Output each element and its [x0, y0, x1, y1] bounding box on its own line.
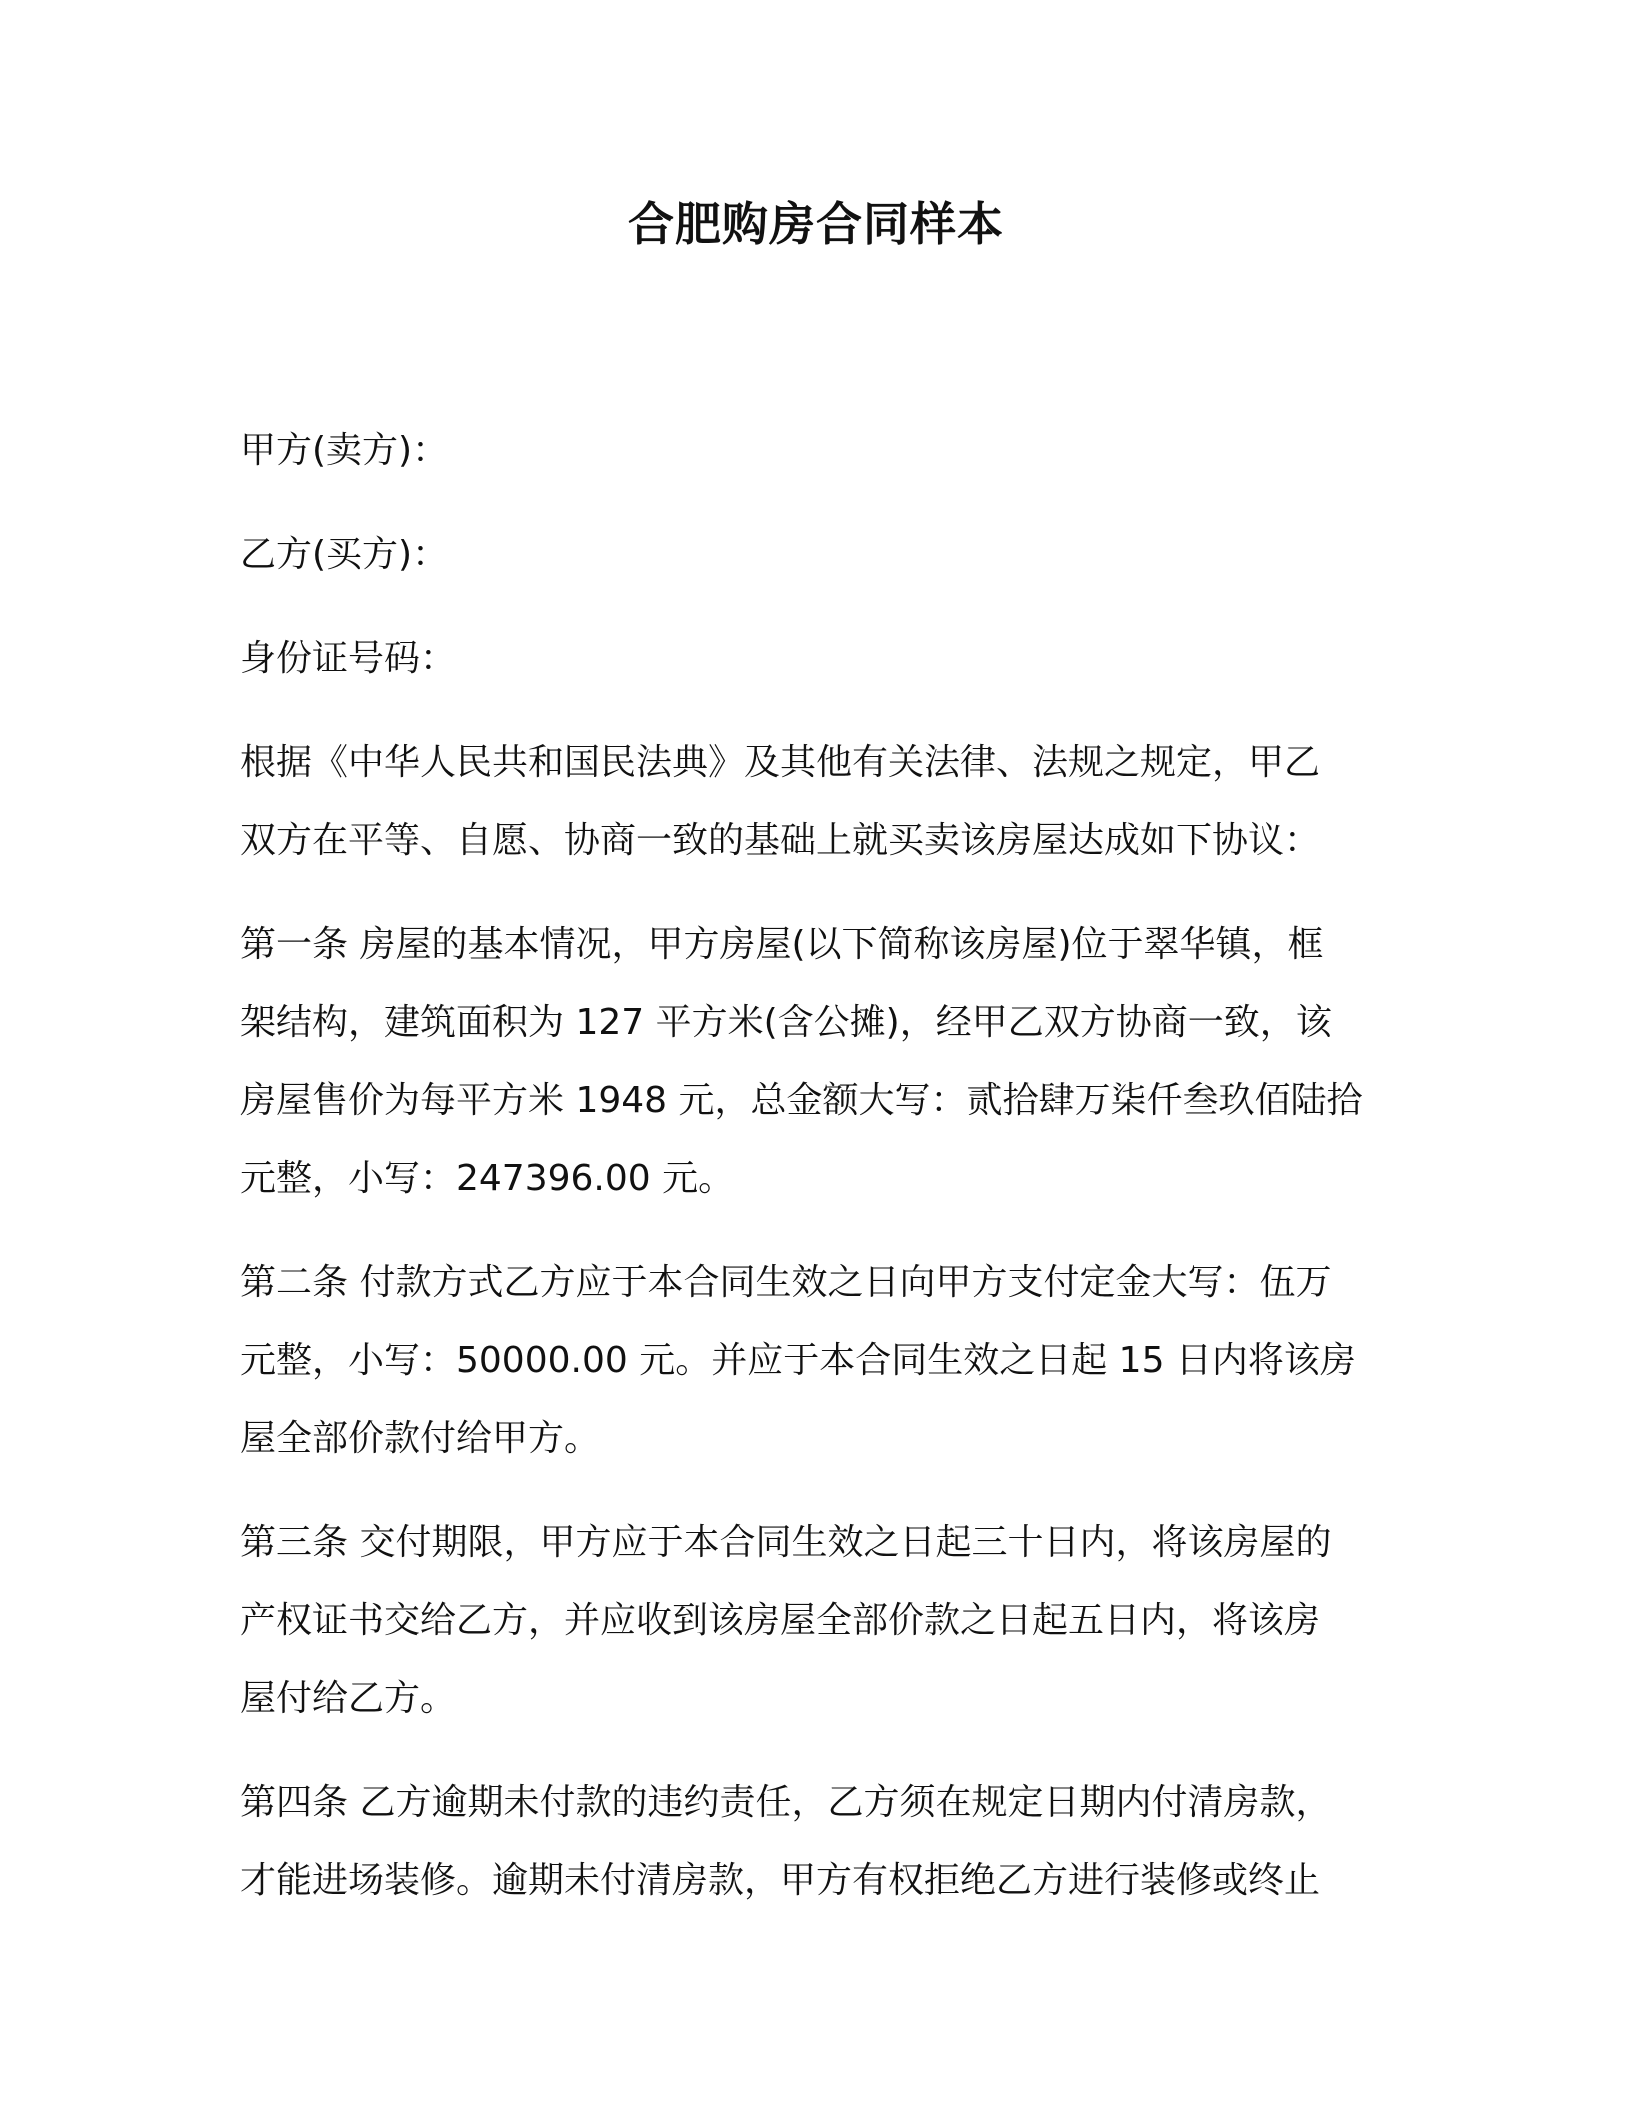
paragraph-line: 架结构，建筑面积为 127 平方米(含公摊)，经甲乙双方协商一致，该 [240, 1002, 1332, 1043]
article-3 [240, 1504, 1390, 1738]
paragraph-line: 根据《中华人民共和国民法典》及其他有关法律、法规之规定，甲乙 [240, 742, 1321, 783]
document-title: 合肥购房合同样本 [628, 197, 1004, 251]
paragraph-line: 元整，小写：50000.00 元。并应于本合同生效之日起 15 日内将该房 [240, 1340, 1356, 1381]
article-1 [240, 906, 1390, 1218]
document-body [240, 412, 1390, 1920]
paragraph-line: 第三条 交付期限，甲方应于本合同生效之日起三十日内，将该房屋的 [240, 1522, 1332, 1563]
paragraph-line: 才能进场装修。逾期未付清房款，甲方有权拒绝乙方进行装修或终止 [240, 1860, 1321, 1901]
intro-paragraph [240, 724, 1390, 880]
paragraph-line: 第二条 付款方式乙方应于本合同生效之日向甲方支付定金大写：伍万 [240, 1262, 1332, 1303]
paragraph-line: 产权证书交给乙方，并应收到该房屋全部价款之日起五日内，将该房 [240, 1600, 1321, 1641]
seller-field: 甲方(卖方)： [240, 430, 449, 471]
paragraph-line: 第一条 房屋的基本情况，甲方房屋(以下简称该房屋)位于翠华镇，框 [240, 924, 1324, 965]
paragraph-line: 双方在平等、自愿、协商一致的基础上就买卖该房屋达成如下协议： [240, 820, 1321, 861]
paragraph-line: 第四条 乙方逾期未付款的违约责任，乙方须在规定日期内付清房款， [240, 1782, 1332, 1823]
article-4 [240, 1764, 1390, 1920]
id-number-field: 身份证号码： [240, 638, 457, 679]
paragraph-line: 屋付给乙方。 [240, 1678, 457, 1719]
paragraph-line: 房屋售价为每平方米 1948 元，总金额大写：贰拾肆万柒仟叁玖佰陆拾 [240, 1080, 1363, 1121]
paragraph-line: 元整，小写：247396.00 元。 [240, 1158, 735, 1199]
paragraph-line: 屋全部价款付给甲方。 [240, 1418, 601, 1459]
article-2 [240, 1244, 1390, 1478]
buyer-field: 乙方(买方)： [240, 534, 449, 575]
